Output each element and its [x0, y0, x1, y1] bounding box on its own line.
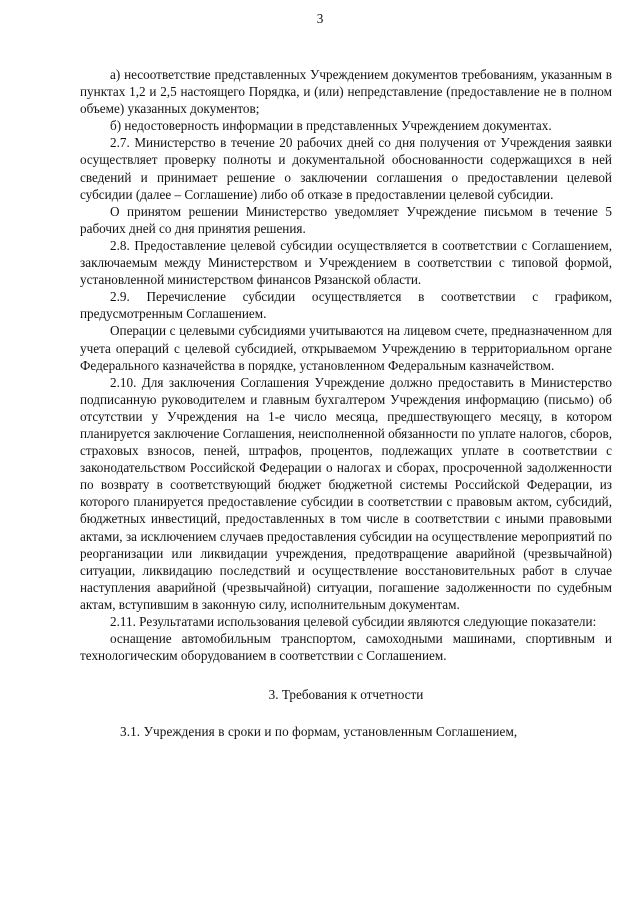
paragraph-2-10: 2.10. Для заключения Соглашения Учреждение должно предоставить в Министерство подписанную руководителем и главным бухгалтером Учреждения информацию (письмо) об отсутствии у Учреждения на 1-е число месяца, предшествующего месяцу, в котором планируется заключение Соглашения, неисполненной обязанности по уплате налогов, сборов, страховых взносов, пеней, штрафов, процентов, подлежащих уплате в соответствии с законодательством Российской Федерации о налогах и сборах, просроченной задолженности по возврату в соответствующий бюджет бюджетной системы Российской Федерации, из которого планируется предоставление субсидии в соответствии с правовым актом, субсидий, бюджетных инвестиций, предоставленных в том числе в соответствии с иными правовыми актами, за исключением случаев предоставления субсидии на осуществление мероприятий по реорганизации или ликвидации учреждения, предотвращение аварийной (чрезвычайной) ситуации, ликвидацию последствий и осуществление восстановительных работ в случае наступления аварийной (чрезвычайной) ситуации, погашение задолженности по судебным актам, вступившим в законную силу, исполнительным документам.: [80, 374, 612, 612]
paragraph-equipment: оснащение автомобильным транспортом, самоходными машинами, спортивным и технологическим оборудованием в соответствии с Соглашением.: [80, 631, 612, 664]
paragraph-operations: Операции с целевыми субсидиями учитываются на лицевом счете, предназначенном для учета операций с целевой субсидией, открываемом Учреждению в территориальном органе Федерального казначейства в порядке, установленном Федеральным казначейством.: [80, 323, 612, 373]
paragraph-2-7: 2.7. Министерство в течение 20 рабочих дней со дня получения от Учреждения заявки осуществляет проверку полноты и документальной обоснованности содержащихся в ней сведений и принимает решение о заключении соглашения о предоставлении целевой субсидии (далее – Соглашение) либо об отказе в предоставлении целевой субсидии.: [80, 135, 612, 202]
paragraph-2-8: 2.8. Предоставление целевой субсидии осуществляется в соответствии с Соглашением, заключаемым между Министерством и Учреждением в соответствии с типовой формой, установленной министерством финансов Рязанской области.: [80, 237, 612, 288]
section-heading: 3. Требования к отчетности: [268, 687, 424, 703]
paragraph-2-9: 2.9. Перечисление субсидии осуществляется в соответствии с графиком, предусмотренным Соглашением.: [80, 289, 612, 322]
paragraph-b-unreliability: б) недостоверность информации в представленных Учреждением документах.: [110, 118, 552, 134]
paragraph-decision-notice: О принятом решении Министерство уведомляет Учреждение письмом в течение 5 рабочих дней со дня принятия решения.: [80, 203, 612, 236]
paragraph-2-11: 2.11. Результатами использования целевой субсидии являются следующие показатели:: [110, 614, 597, 629]
page-number: 3: [316, 11, 324, 26]
paragraph-3-1: 3.1. Учреждения в сроки и по формам, установленным Соглашением,: [120, 724, 518, 740]
document-body: [80, 66, 612, 740]
paragraph-a-nonconformity: а) несоответствие представленных Учреждением документов требованиям, указанным в пунктах 1,2 и 2,5 настоящего Порядка, и (или) непредставление (предоставление не в полном объеме) указанных документов;: [80, 67, 612, 117]
